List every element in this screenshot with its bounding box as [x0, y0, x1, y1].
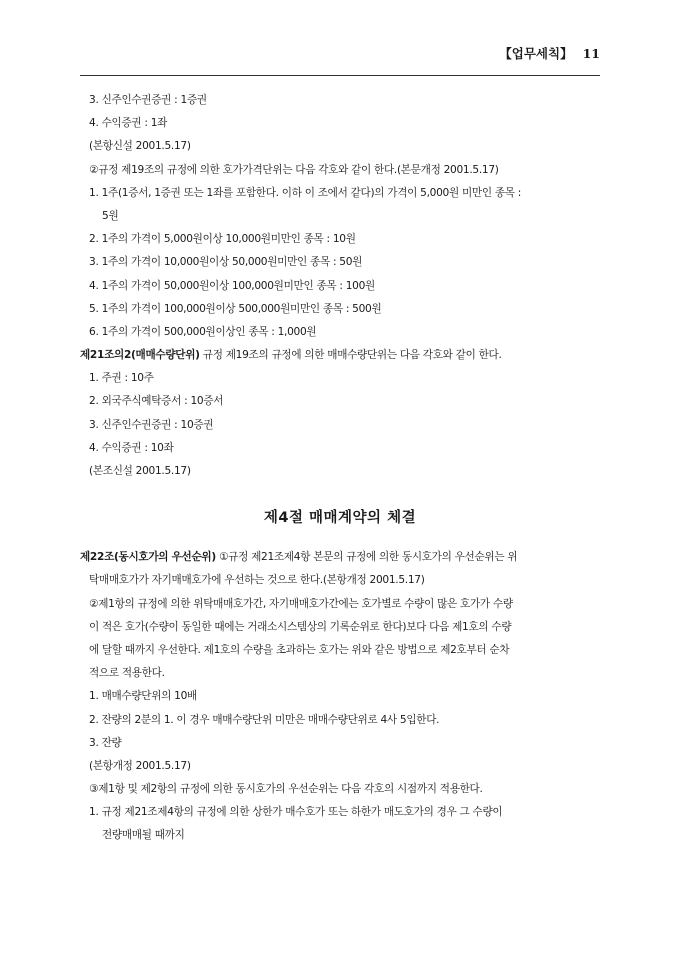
text-line: 5원 — [102, 209, 119, 222]
text-line: (본조신설 2001.5.17) — [89, 465, 191, 477]
text-line: 3. 신주인수권증권 : 10증권 — [89, 418, 214, 431]
text-line: 탁매매호가가 자기매매호가에 우선하는 것으로 한다.(본항개정 2001.5.17) — [89, 574, 425, 587]
text-line: ②규정 제19조의 규정에 의한 호가가격단위는 다음 각호와 같이 한다.(본문개정 2001.5.17) — [89, 163, 499, 176]
document-body — [80, 92, 600, 851]
article-heading: 제22조(동시호가의 우선순위) — [80, 551, 216, 564]
text-line: 1. 1주(1증서, 1증권 또는 1좌를 포함한다. 이하 이 조에서 같다)의 가격이 5,000원 미만인 종목 : — [89, 186, 522, 199]
text-line: 3. 1주의 가격이 10,000원이상 50,000원미만인 종목 : 50원 — [89, 256, 363, 269]
text-line: 1. 규정 제21조제4항의 규정에 의한 상한가 매수호가 또는 하한가 매도호가의 경우 그 수량이 — [89, 806, 503, 819]
text-line: 적으로 적용한다. — [89, 667, 165, 680]
text-line: 4. 1주의 가격이 50,000원이상 100,000원미만인 종목 : 100원 — [89, 279, 375, 292]
header-rule — [80, 75, 600, 76]
text-line: 3. 신주인수권증권 : 1증권 — [89, 94, 207, 106]
text-line: 4. 수익증권 : 1좌 — [89, 117, 168, 130]
text-line: 2. 1주의 가격이 5,000원이상 10,000원미만인 종목 : 10원 — [89, 233, 356, 246]
header-label: 【업무세칙】 — [499, 46, 573, 61]
text-line: 4. 수익증권 : 10좌 — [89, 441, 174, 454]
text-line: 2. 외국주식예탁증서 : 10증서 — [89, 395, 224, 408]
text-line: 전량매매될 때까지 — [102, 829, 185, 842]
text-line: 2. 잔량의 2분의 1. 이 경우 매매수량단위 미만은 매매수량단위로 4사 5입한다. — [89, 713, 440, 726]
text-line: (본항개정 2001.5.17) — [89, 759, 191, 772]
article-text: ①규정 제21조제4항 본문의 규정에 의한 동시호가의 우선순위는 위 — [215, 551, 518, 564]
text-line: 1. 주권 : 10주 — [89, 372, 154, 385]
text-line: 3. 잔량 — [89, 736, 122, 749]
page-header — [80, 44, 600, 62]
article-text: 규정 제19조의 규정에 의한 매매수량단위는 다음 각호와 같이 한다. — [199, 349, 502, 362]
text-line: (본항신설 2001.5.17) — [89, 140, 191, 153]
page-number: 11 — [582, 46, 600, 61]
text-line: 6. 1주의 가격이 500,000원이상인 종목 : 1,000원 — [89, 325, 317, 338]
text-line: 에 달할 때까지 우선한다. 제1호의 수량을 초과하는 호가는 위와 같은 방법으로 제2호부터 순차 — [89, 643, 510, 656]
text-line: 이 적은 호가(수량이 동일한 때에는 거래소시스템상의 기록순위로 한다)보다 다음 제1호의 수량 — [89, 620, 512, 633]
text-line: ②제1항의 규정에 의한 위탁매매호가간, 자기매매호가간에는 호가별로 수량이 많은 호가가 수량 — [89, 597, 513, 610]
text-line: ③제1항 및 제2항의 규정에 의한 동시호가의 우선순위는 다음 각호의 시점까지 적용한다. — [89, 783, 483, 796]
text-line: 1. 매매수량단위의 10배 — [89, 690, 197, 703]
text-line: 5. 1주의 가격이 100,000원이상 500,000원미만인 종목 : 500원 — [89, 302, 382, 315]
article-22 — [80, 549, 600, 572]
article-21-2 — [80, 347, 600, 370]
article-heading: 제21조의2(매매수량단위) — [80, 349, 200, 362]
section-title: 제4절 매매계약의 체결 — [263, 510, 417, 527]
